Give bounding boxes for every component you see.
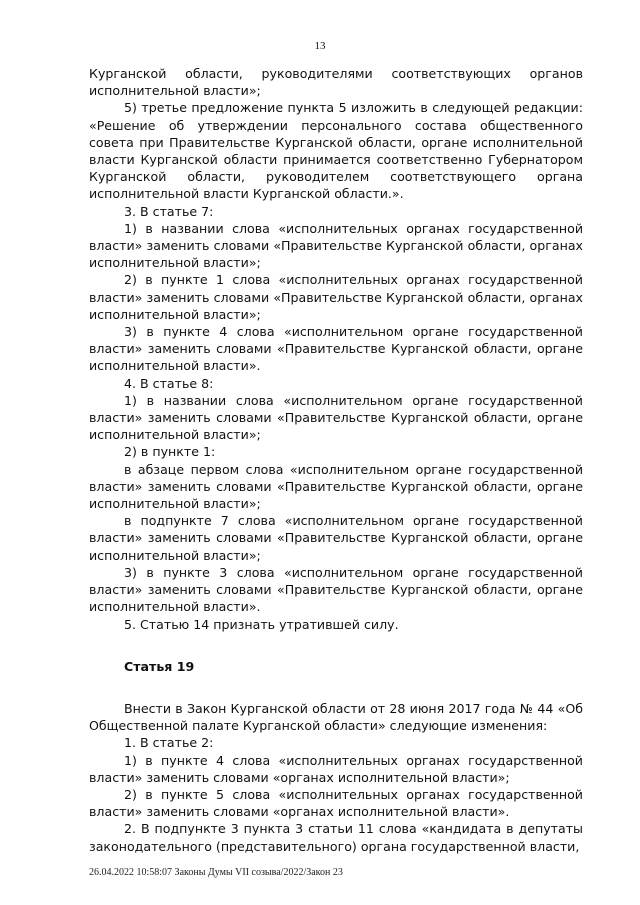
paragraph: 1. В статье 2: <box>124 735 214 751</box>
paragraphs-after <box>89 700 583 855</box>
paragraph: Внести в Закон Курганской области от 28 июня 2017 года № 44 «Об Общественной палате Курганской области» следующие изменения: <box>89 700 583 734</box>
paragraphs-before <box>89 65 583 633</box>
paragraph: 3) в пункте 3 слова «исполнительном органе государственной власти» заменить словами «Правительстве Курганской области, органе исполнительной власти». <box>89 564 583 615</box>
article-heading: Статья 19 <box>124 658 195 674</box>
paragraph: 1) в пункте 4 слова «исполнительных органах государственной власти» заменить словами «органах исполнительной власти»; <box>89 752 583 785</box>
page-number: 13 <box>314 40 326 52</box>
paragraph: 2) в пункте 5 слова «исполнительных органах государственной власти» заменить словами «органах исполнительной власти». <box>89 786 583 820</box>
document-body <box>89 65 583 855</box>
paragraph: 1) в названии слова «исполнительном органе государственной власти» заменить словами «Правительстве Курганской области, органе исполнительной власти»; <box>89 392 583 443</box>
paragraph: 3. В статье 7: <box>124 203 214 219</box>
paragraph: 4. В статье 8: <box>124 375 214 391</box>
paragraph: 1) в названии слова «исполнительных органах государственной власти» заменить словами «Правительстве Курганской области, органах исполнительной власти»; <box>89 220 583 271</box>
paragraph: 2) в пункте 1 слова «исполнительных органах государственной власти» заменить словами «Правительстве Курганской области, органах исполнительной власти»; <box>89 272 583 322</box>
paragraph: 5) третье предложение пункта 5 изложить в следующей редакции: «Решение об утверждении персонального состава общественного совета при Правительстве Курганской области, органе исполнительной власти Курганской области принимается соответственно Губернатором Курганской области, руководителем соответствующего органа исполнительной власти Курганской области.». <box>89 100 583 202</box>
paragraph: в абзаце первом слова «исполнительном органе государственной власти» заменить словами «Правительстве Курганской области, органе исполнительной власти»; <box>89 461 583 512</box>
paragraph: 2. В подпункте 3 пункта 3 статьи 11 слова «кандидата в депутаты законодательного (представительного) органа государственной власти, <box>89 821 583 854</box>
paragraph: 5. Статью 14 признать утратившей силу. <box>124 616 399 632</box>
paragraph: в подпункте 7 слова «исполнительном органе государственной власти» заменить словами «Правительстве Курганской области, органе исполнительной власти»; <box>89 513 583 563</box>
document-footer: 26.04.2022 10:58:07 Законы Думы VII созыва/2022/Закон 23 <box>89 867 343 878</box>
paragraph: 3) в пункте 4 слова «исполнительном органе государственной власти» заменить словами «Правительстве Курганской области, органе исполнительной власти». <box>89 324 583 374</box>
paragraph: Курганской области, руководителями соответствующих органов исполнительной власти»; <box>89 66 583 99</box>
paragraph: 2) в пункте 1: <box>124 444 216 460</box>
